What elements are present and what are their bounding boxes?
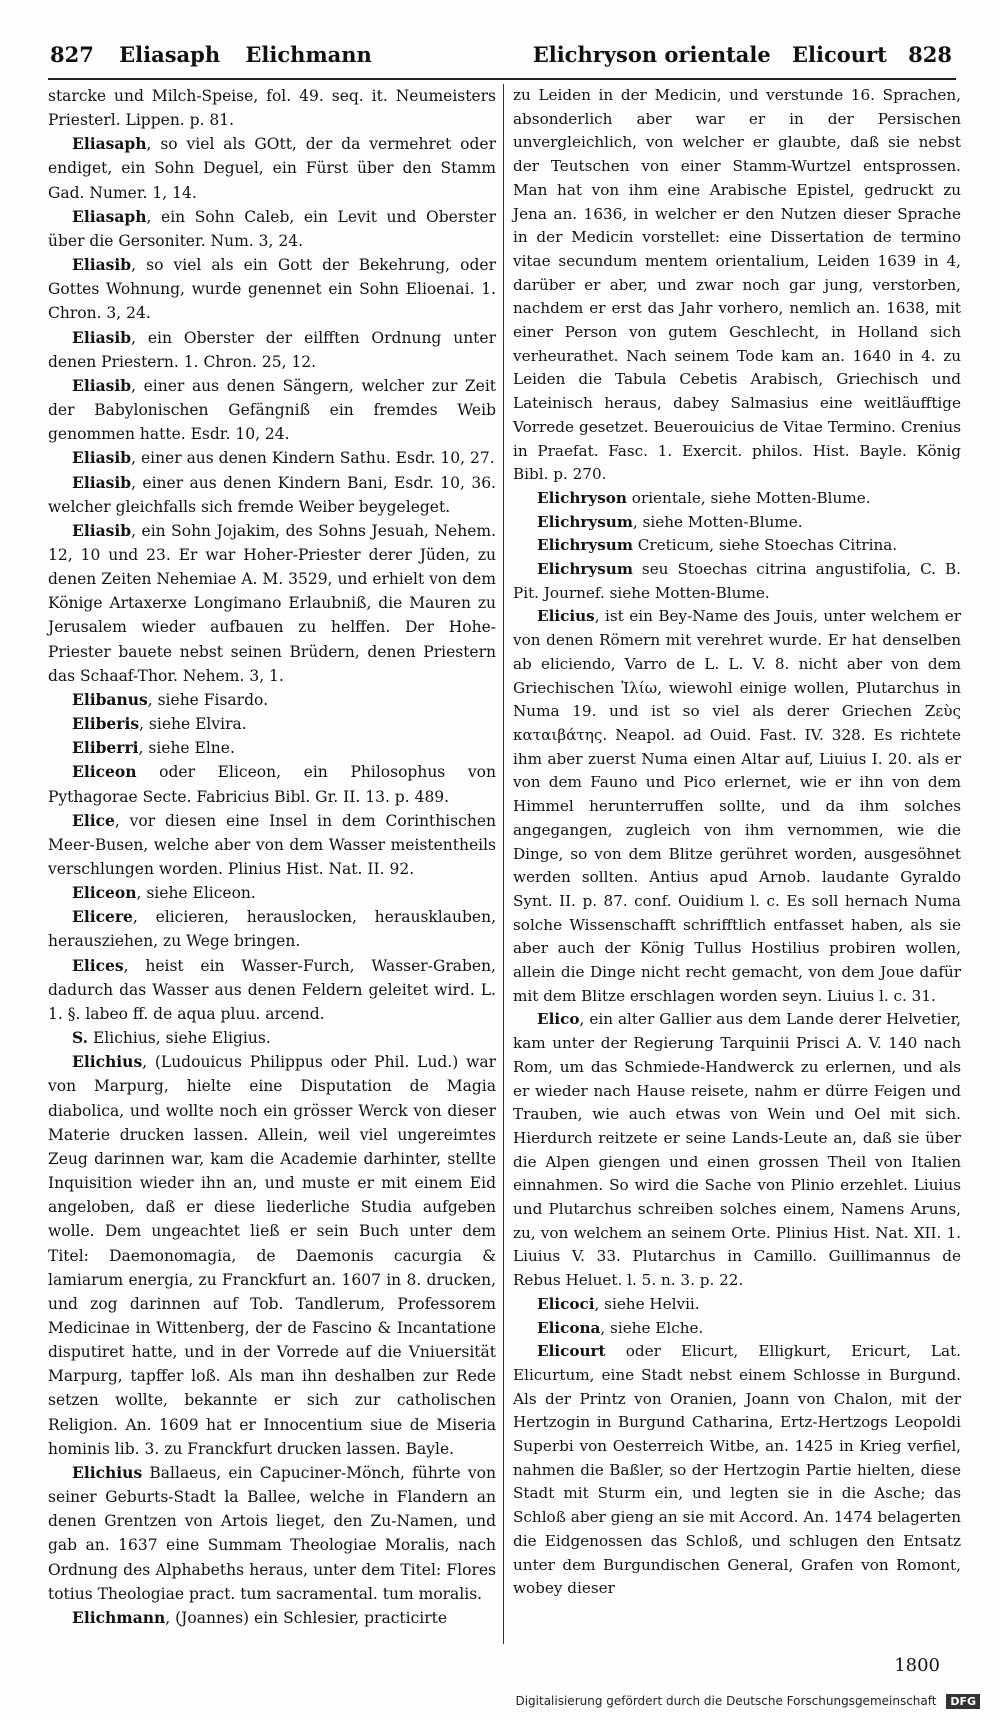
page-number-right: 828 xyxy=(908,42,952,67)
column-divider xyxy=(503,84,504,1644)
catchword-left-1: Eliasaph xyxy=(119,42,221,67)
entry-lemma: Eliceon xyxy=(72,762,137,782)
entry-paragraph: Eliceon oder Eliceon, ein Philosophus von Pythagorae Secte. Fabricius Bibl. Gr. II. 13. p. 489. xyxy=(48,762,496,806)
entry-paragraph: Eliasaph, ein Sohn Caleb, ein Levit und Oberster über die Gersoniter. Num. 3, 24. xyxy=(48,206,496,250)
entry-paragraph: Elicius, ist ein Bey-Name des Jouis, unter welchem er von denen Römern mit verehret wurde. Er hat denselben ab eliciendo, Varro de L. L. V. 8. nicht aber von dem Griechischen Ἰλίω, wiewohl einige wollen, Plutarchus in Numa 19. und ist so viel als derer Griechen Ζεὺς καταιβάτης. Neapol. ad Ouid. Fast. IV. 328. Es richtete ihm aber zuerst Numa einen Altar auf, Liuius I. 20. als er von dem Fauno und Pico erlernet, wie er ihn von dem Himmel herunterruffen sollte, und da ihm solches angegangen, zugleich von ihm vernommen, wie die Dinge, so von dem Blitze gerühret worden, ausgesöhnet werden sollten. Antius apud Arnob. laudante Gyraldo Synt. II. p. 87. conf. Ouidium l. c. Es soll hernach Numa solche Wissenschafft schrifftlich entfasset haben, als sie aber auch der König Tullus Hostilius probiren wollen, allein die Dinge nicht recht gemacht, von dem Joue dafür mit dem Blitze erschlagen worden seyn. Liuius l. c. 31. xyxy=(513,607,961,1005)
entry-lemma: Elichius xyxy=(72,1462,143,1482)
entry-lemma: Elichrysum xyxy=(537,560,633,579)
entry-paragraph: Elichius, (Ludouicus Philippus oder Phil. Lud.) war von Marpurg, hielte eine Disputation de Magia diabolica, und wollte noch ein grösser Werck von dieser Materie drucken lassen. Allein, weil viel ungereimtes Zeug darinnen war, kam die Academie darhinter, stellte Inquisition wieder ihn an, und muste er mit einem Eid angeloben, daß er diese liederliche Studia aufgeben wolle. Dem ungeachtet ließ er sein Buch unter dem Titel: Daemonomagia, de Daemonis cacurgia & lamiarum energia, zu Franckfurt an. 1607 in 8. drucken, und zog darinnen auf Tob. Tandlerum, Professorem Medicinae in Wittenberg, der de Fascino & Incantatione disputiret hatte, und in der Vorrede auf die Vniuersität Marpurg, tapffer loß. Als man ihn deshalben zur Rede setzen wollte, bekannte er sich zur catholischen Religion. An. 1609 hat er Innocentium siue de Miseria hominis lib. 3. zu Franckfurt drucken lassen. Bayle. xyxy=(48,1052,496,1458)
entry-paragraph: Elibanus, siehe Fisardo. xyxy=(72,689,268,709)
entry-paragraph: zu Leiden in der Medicin, und verstunde 16. Sprachen, absonderlich aber war er in der Persischen unvergleichlich, von welcher er glaubte, daß sie nebst der Teutschen von einer Stamm-Wurtzel entsprossen. Man hat von ihm eine Arabische Epistel, gedruckt zu Jena an. 1636, in welcher er den Nutzen dieser Sprache in der Medicin vorstellet: eine Dissertation de termino vitae secundum mentem orientalium, Leiden 1639 in 4, darüber er aber, und zwar noch gar jung, verstorben, nachdem er erst das Jahr vorhero, nemlich an. 1638, mit einer Person von gutem Geschlecht, in Holland sich verheurathet. Nach seinem Tode kam an. 1640 in 4. zu Leiden die Tabula Cebetis Arabisch, Griechisch und Lateinisch heraus, dabey Salmasius eine weitläufftige Vorrede gesetzet. Beuerouicius de Vitae Termino. Crenius in Praefat. Fasc. 1. Exercit. philos. Hist. Bayle. König Bibl. p. 270. xyxy=(513,86,961,484)
entry-lemma: Eliasib xyxy=(72,327,132,347)
entry-lemma: Eliasaph xyxy=(72,134,147,154)
entry-lemma: Eliasib xyxy=(72,472,132,492)
entry-lemma: Elibanus xyxy=(72,689,148,709)
entry-paragraph: Elice, vor diesen eine Insel in dem Corinthischen Meer-Busen, welche aber von dem Wasser meistentheils verschlungen worden. Plinius Hist. Nat. II. 92. xyxy=(48,810,496,878)
entry-lemma: Eliberri xyxy=(72,738,139,758)
entry-paragraph: Elicourt oder Elicurt, Elligkurt, Ericurt, Lat. Elicurtum, eine Stadt nebst einem Schlosse in Burgund. Als der Printz von Oranien, Joann von Chalon, mit der Hertzogin in Burgund Catharina, Ertz-Hertzogs Leopoldi Superbi von Oesterreich Witbe, an. 1425 in Krieg verfiel, nahmen die Baßler, so der Hertzogin Partie hielten, diese Stadt mit Sturm ein, und legten sie in die Asche; das Schloß aber gieng an sie mit Accord. An. 1474 belagerten die Eidgenossen das Schloß, und schlugen den Entsatz unter dem Burgundischen General, Grafen von Romont, wobey dieser xyxy=(513,1342,961,1598)
entry-lemma: Eliasib xyxy=(72,448,132,468)
header-rule xyxy=(48,78,956,80)
right-column xyxy=(513,84,961,1601)
entry-lemma: Elices xyxy=(72,955,124,975)
entry-lemma: S. xyxy=(72,1028,89,1048)
entry-paragraph: Eliasib, einer aus denen Kindern Sathu. Esdr. 10, 27. xyxy=(72,448,495,468)
entry-paragraph: Elicere, elicieren, herauslocken, herausklauben, herausziehen, zu Wege bringen. xyxy=(48,907,496,951)
entry-lemma: Elichrysum xyxy=(537,512,633,531)
catchword-right-2: Elicourt xyxy=(792,42,887,67)
entry-paragraph: Elico, ein alter Gallier aus dem Lande derer Helvetier, kam unter der Regierung Tarquinii Prisci A. V. 140 nach Rom, um das Schmiede-Handwerck zu erlernen, und als er wieder nach Hause reisete, nahm er dürre Feigen und Trauben, wie auch etwas von Wein und Oel mit sich. Hierdurch reitzete er seine Lands-Leute an, daß sie über die Alpen giengen und einen grossen Theil von Italien einnahmen. So wird die Sache von Plinio erzehlet. Liuius und Plutarchus schreiben solches einem, Namens Aruns, zu, von welchem an seinem Orte. Plinius Hist. Nat. XII. 1. Liuius V. 33. Plutarchus in Camillo. Guillimannus de Rebus Heluet. l. 5. n. 3. p. 22. xyxy=(513,1010,961,1290)
entry-lemma: Eliceon xyxy=(72,883,137,903)
entry-paragraph: Elicona, siehe Elche. xyxy=(537,1318,704,1337)
entry-paragraph: Eliberri, siehe Elne. xyxy=(72,738,235,758)
footer-credit: Digitalisierung gefördert durch die Deutsche Forschungsgemeinschaft xyxy=(515,1694,937,1708)
entry-paragraph: Elices, heist ein Wasser-Furch, Wasser-Graben, dadurch das Wasser aus denen Feldern geleitet wird. L. 1. §. labeo ff. de aqua pluu. arcend. xyxy=(48,955,496,1023)
entry-lemma: Eliasib xyxy=(72,375,132,395)
entry-paragraph: starcke und Milch-Speise, fol. 49. seq. it. Neumeisters Priesterl. Lippen. p. 81. xyxy=(48,87,496,130)
entry-paragraph: S. Elichius, siehe Eligius. xyxy=(72,1028,271,1048)
entry-paragraph: Elicoci, siehe Helvii. xyxy=(537,1294,700,1313)
entry-lemma: Elichius xyxy=(72,1052,143,1072)
signature-mark: 1800 xyxy=(894,1655,940,1676)
entry-paragraph: Eliasib, ein Oberster der eilfften Ordnung unter denen Priestern. 1. Chron. 25, 12. xyxy=(48,327,496,371)
entry-lemma: Eliasaph xyxy=(72,206,147,226)
entry-paragraph: Eliasib, so viel als ein Gott der Bekehrung, oder Gottes Wohnung, wurde genennet ein Sohn Elioenai. 1. Chron. 3, 24. xyxy=(48,255,496,323)
entry-paragraph: Eliasib, einer aus denen Kindern Bani, Esdr. 10, 36. welcher gleichfalls sich fremde Weiber beygeleget. xyxy=(48,472,496,516)
entry-paragraph: Elichius Ballaeus, ein Capuciner-Mönch, führte von seiner Geburts-Stadt la Ballee, welche in Flandern an denen Grentzen von Artois lieget, den Zu-Namen, und gab an. 1637 eine Summam Theologiae Moralis, nach Ordnung des Alphabeths heraus, unter dem Titel: Flores totius Theologiae pract. tum sacramental. tum moralis. xyxy=(48,1462,496,1603)
entry-paragraph: Elichryson orientale, siehe Motten-Blume. xyxy=(537,488,871,507)
left-column xyxy=(48,84,496,1630)
entry-lemma: Elice xyxy=(72,810,115,830)
entry-lemma: Eliasib xyxy=(72,255,132,275)
entry-lemma: Elicourt xyxy=(537,1342,606,1361)
entry-lemma: Elichmann xyxy=(72,1607,166,1627)
catchword-right-1: Elichryson orientale xyxy=(532,42,771,67)
entry-paragraph: Elichrysum seu Stoechas citrina angustifolia, C. B. Pit. Journef. siehe Motten-Blume. xyxy=(513,560,961,602)
dfg-logo: DFG xyxy=(946,1694,980,1709)
entry-paragraph: Eliberis, siehe Elvira. xyxy=(72,714,247,734)
header-left xyxy=(50,42,390,67)
entry-paragraph: Elichrysum Creticum, siehe Stoechas Citrina. xyxy=(537,536,898,555)
entry-paragraph: Elichrysum, siehe Motten-Blume. xyxy=(537,512,803,531)
entry-paragraph: Eliasib, ein Sohn Jojakim, des Sohns Jesuah, Nehem. 12, 10 und 23. Er war Hoher-Priester derer Jüden, zu denen Zeiten Nehemiae A. M. 3529, und erhielt von dem Könige Artaxerxe Longimano Erlaubniß, die Mauren zu Jerusalem wieder aufbauen zu helffen. Der Hohe-Priester bauete nebst seinen Brüdern, denen Priestern das Schaaf-Thor. Nehem. 3, 1. xyxy=(48,520,496,685)
page-number-left: 827 xyxy=(50,42,94,67)
header-right xyxy=(519,42,952,67)
entry-lemma: Elico xyxy=(537,1010,580,1029)
entry-lemma: Elicoci xyxy=(537,1294,595,1313)
footer xyxy=(515,1694,980,1709)
entry-paragraph: Eliasib, einer aus denen Sängern, welcher zur Zeit der Babylonischen Gefängniß ein fremdes Weib genommen hatte. Esdr. 10, 24. xyxy=(48,375,496,444)
entry-paragraph: Elichmann, (Joannes) ein Schlesier, practicirte xyxy=(72,1607,448,1627)
entry-lemma: Elichryson xyxy=(537,488,627,507)
entry-lemma: Eliasib xyxy=(72,520,132,540)
entry-lemma: Eliberis xyxy=(72,714,140,734)
entry-lemma: Elicius xyxy=(537,607,595,626)
catchword-left-2: Elichmann xyxy=(245,42,372,67)
entry-paragraph: Eliceon, siehe Eliceon. xyxy=(72,883,256,903)
entry-lemma: Elicona xyxy=(537,1318,601,1337)
entry-lemma: Elichrysum xyxy=(537,536,633,555)
entry-paragraph: Eliasaph, so viel als GOtt, der da vermehret oder endiget, ein Sohn Deguel, ein Fürst über den Stamm Gad. Numer. 1, 14. xyxy=(48,134,496,202)
entry-lemma: Elicere xyxy=(72,907,133,927)
